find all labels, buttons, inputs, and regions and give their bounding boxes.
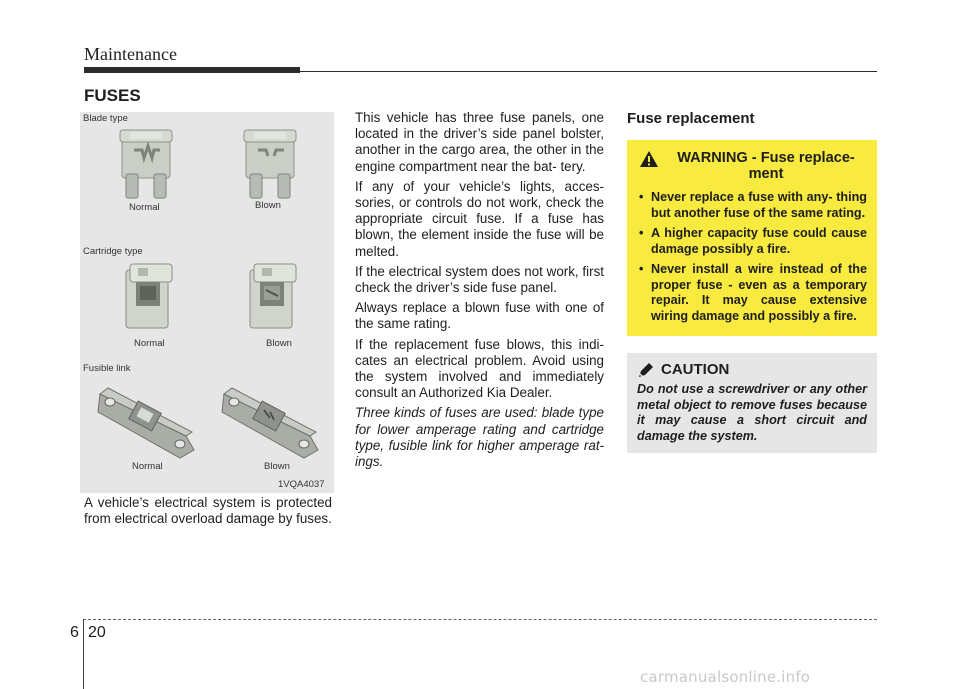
warning-item: • Never replace a fuse with any- thing but another fuse of the same rating.	[639, 190, 867, 221]
warning-item: • A higher capacity fuse could cause damage possibly a fire.	[639, 226, 867, 257]
blade-fuse-blown-illustration	[242, 128, 300, 202]
fuse-types-figure	[80, 112, 334, 493]
cartridge-fuse-normal-illustration	[120, 260, 176, 332]
footer-divider	[83, 619, 84, 689]
fusible-link-label: Fusible link	[83, 363, 131, 374]
fusible-normal-caption: Normal	[132, 461, 163, 472]
paragraph-electrical-problem: If the replacement fuse blows, this indi- cates an electrical problem. Avoid using the system involved and immediately consult an Authorized Kia Dealer.	[355, 336, 604, 401]
caution-title: CAUTION	[661, 361, 730, 378]
header-bar	[84, 67, 300, 73]
intro-paragraph: A vehicle’s electrical system is protected from electrical overload damage by fuses.	[84, 495, 332, 527]
fuse-panels-text	[355, 110, 604, 474]
header-rule	[300, 71, 877, 72]
figure-id: 1VQA4037	[278, 479, 325, 490]
fusible-link-blown-illustration	[218, 380, 322, 462]
chapter-title: Maintenance	[84, 44, 177, 64]
blade-fuse-normal-illustration	[118, 128, 176, 202]
page-number: 20	[88, 624, 106, 641]
section-number: 6	[70, 624, 79, 641]
warning-box	[627, 140, 877, 336]
fuse-replacement-title: Fuse replacement	[627, 110, 755, 127]
caution-header	[637, 361, 867, 378]
paragraph-check-fuse: If any of your vehicle’s lights, acces- sories, or controls do not work, check the appropriate circuit fuse. If a fuse has blown, the element inside the fuse will be melted.	[355, 178, 604, 259]
warning-list	[639, 190, 867, 324]
section-title: FUSES	[84, 86, 141, 105]
fusible-blown-caption: Blown	[264, 461, 290, 472]
cartridge-type-label: Cartridge type	[83, 246, 143, 257]
warning-header	[639, 150, 867, 182]
blade-type-label: Blade type	[83, 113, 128, 124]
blade-normal-caption: Normal	[129, 202, 160, 213]
cartridge-normal-caption: Normal	[134, 338, 165, 349]
caution-box	[627, 353, 877, 453]
paragraph-fuse-panels: This vehicle has three fuse panels, one located in the driver’s side panel bolster, another in the cargo area, the other in the engine compartment near the bat- tery.	[355, 110, 604, 174]
watermark: carmanualsonline.info	[640, 668, 811, 686]
cartridge-fuse-blown-illustration	[244, 260, 300, 332]
caution-pencil-icon	[637, 362, 655, 378]
paragraph-driver-panel: If the electrical system does not work, first check the driver’s side fuse panel.	[355, 263, 604, 296]
paragraph-replace-rating: Always replace a blown fuse with one of the same rating.	[355, 300, 604, 332]
warning-triangle-icon	[639, 150, 659, 168]
fusible-link-normal-illustration	[94, 380, 198, 462]
caution-text: Do not use a screwdriver or any other metal object to remove fuses because it may cause a short circuit and damage the system.	[637, 382, 867, 443]
cartridge-blown-caption: Blown	[266, 338, 292, 349]
intro-text	[84, 495, 332, 531]
paragraph-fuse-kinds: Three kinds of fuses are used: blade type for lower amperage rating and cartridge type, fusible link for higher amperage rat- ings.	[355, 405, 604, 470]
warning-title: WARNING - Fuse replace- ment	[677, 150, 855, 182]
warning-item: • Never install a wire instead of the proper fuse - even as a temporary repair. It may cause extensive wiring damage and possibly a fire.	[639, 262, 867, 324]
footer-rule	[83, 619, 877, 621]
blade-blown-caption: Blown	[255, 200, 281, 211]
